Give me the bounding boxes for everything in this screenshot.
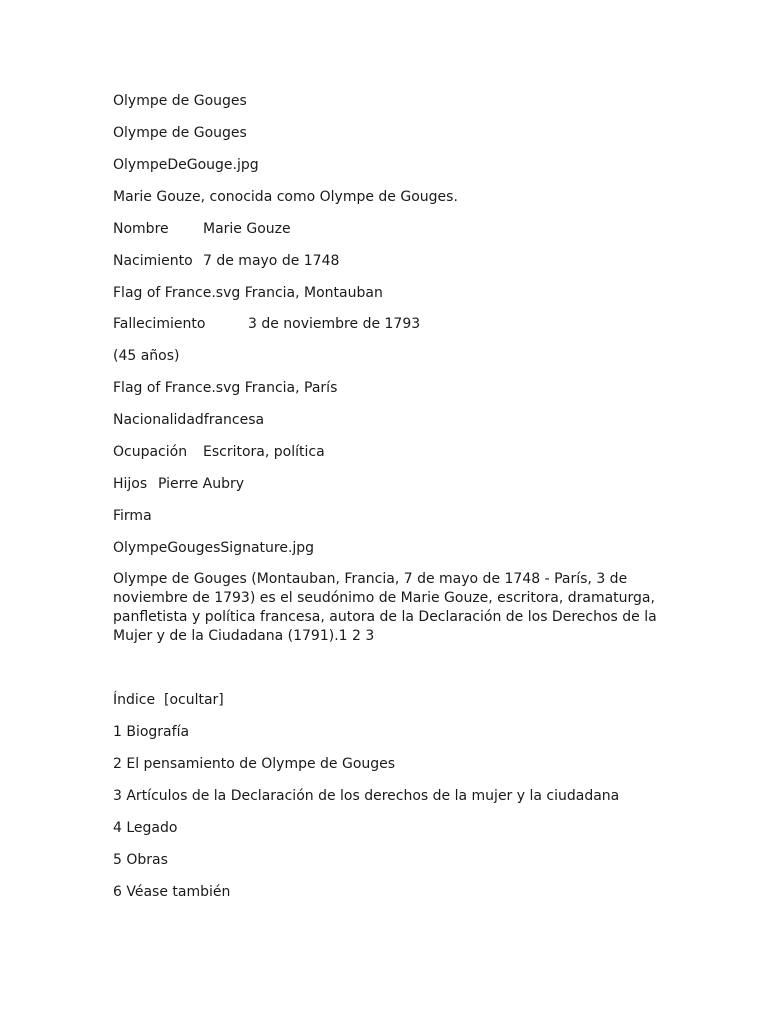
age-text: (45 años) bbox=[113, 348, 180, 364]
fallecimiento-value: 3 de noviembre de 1793 bbox=[248, 316, 421, 332]
toc-item-legado[interactable]: 4 Legado bbox=[113, 820, 178, 836]
header-title-2: Olympe de Gouges bbox=[113, 125, 247, 141]
nacimiento-value: 7 de mayo de 1748 bbox=[203, 253, 340, 269]
infobox-hijos-row bbox=[113, 475, 244, 493]
nacimiento-place: Flag of France.svg Francia, Montauban bbox=[113, 285, 383, 301]
toc-item-articulos[interactable]: 3 Artículos de la Declaración de los derechos de la mujer y la ciudadana bbox=[113, 788, 620, 804]
hijos-value: Pierre Aubry bbox=[158, 476, 245, 492]
toc-item-pensamiento[interactable]: 2 El pensamiento de Olympe de Gouges bbox=[113, 756, 396, 772]
toc-item-vease-tambien[interactable]: 6 Véase también bbox=[113, 884, 231, 900]
firma-label: Firma bbox=[113, 508, 152, 524]
fallecimiento-place: Flag of France.svg Francia, París bbox=[113, 380, 338, 396]
nacimiento-label: Nacimiento bbox=[113, 253, 193, 269]
fallecimiento-label: Fallecimiento bbox=[113, 316, 206, 332]
ocupacion-value: Escritora, política bbox=[203, 444, 325, 460]
toc-item-obras[interactable]: 5 Obras bbox=[113, 852, 168, 868]
infobox-nacimiento-row bbox=[113, 252, 339, 270]
intro-paragraph: Olympe de Gouges (Montauban, Francia, 7 de mayo de 1748 - París, 3 de noviembre de 1793) es el seudónimo de Marie Gouze, escritora, dramaturga, panfletista y política francesa, autora de la Declaración de los Derechos de la Mujer y de la Ciudadana (1791).1 2 3 bbox=[113, 571, 657, 644]
hijos-label: Hijos bbox=[113, 476, 148, 492]
ocupacion-label: Ocupación bbox=[113, 444, 188, 460]
nacionalidad-row: Nacionalidadfrancesa bbox=[113, 412, 265, 428]
image-filename: OlympeDeGouge.jpg bbox=[113, 157, 259, 173]
header-title-1: Olympe de Gouges bbox=[113, 93, 247, 109]
image-caption: Marie Gouze, conocida como Olympe de Gouges. bbox=[113, 189, 458, 205]
infobox-fallecimiento-row bbox=[113, 315, 420, 333]
infobox-nombre-row bbox=[113, 220, 291, 238]
toc-title: Índice [ocultar] bbox=[113, 692, 224, 708]
nombre-value: Marie Gouze bbox=[203, 221, 291, 237]
nombre-label: Nombre bbox=[113, 221, 169, 237]
infobox-ocupacion-row bbox=[113, 443, 325, 461]
firma-filename: OlympeGougesSignature.jpg bbox=[113, 540, 315, 556]
toc-item-biografia[interactable]: 1 Biografía bbox=[113, 724, 190, 740]
